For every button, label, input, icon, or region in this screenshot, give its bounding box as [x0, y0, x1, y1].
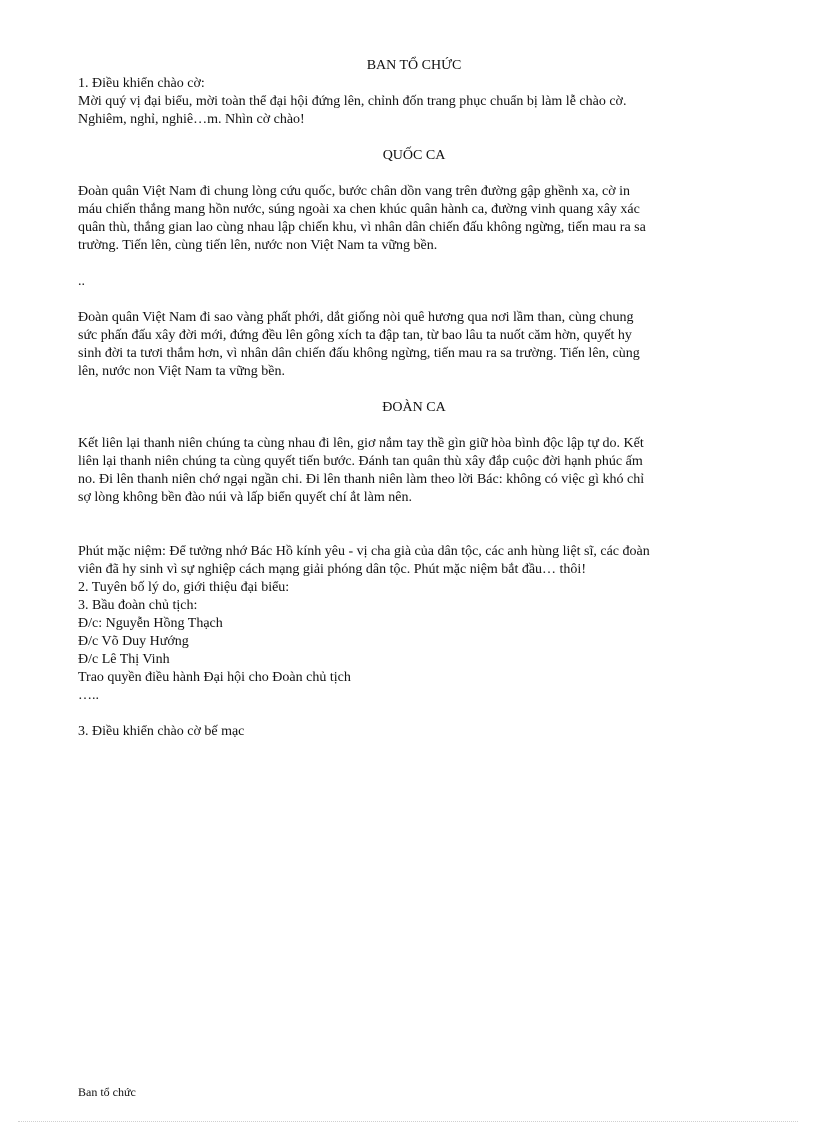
presidium-member-1: Đ/c: Nguyễn Hồng Thạch	[78, 616, 223, 631]
moment-line-2: viên đã hy sinh vì sự nghiệp cách mạng giải phóng dân tộc. Phút mặc niệm bắt đầu… thôi!	[78, 562, 586, 577]
doan-ca-heading: ĐOÀN CA	[382, 400, 446, 415]
quoc-ca-verse-2-line-4: lên, nước non Việt Nam ta vững bền.	[78, 364, 285, 379]
quoc-ca-verse-2-line-3: sinh đời ta tươi thắm hơn, vì nhân dân chiến đấu không ngừng, tiến mau ra sa trường. Tiến lên, cùng	[78, 346, 640, 361]
item-1-heading: 1. Điều khiển chào cờ:	[78, 76, 205, 91]
document-title: BAN TỔ CHỨC	[366, 58, 462, 73]
quoc-ca-verse-2	[78, 309, 750, 381]
doan-ca-verse-line-3: no. Đi lên thanh niên chớ ngại ngần chi. Đi lên thanh niên làm theo lời Bác: không có việc gì khó chỉ	[78, 472, 645, 487]
document-page	[78, 57, 750, 741]
footer-divider	[18, 1121, 798, 1122]
quoc-ca-verse-1	[78, 183, 750, 255]
intro-line-1: Mời quý vị đại biểu, mời toàn thể đại hội đứng lên, chỉnh đốn trang phục chuẩn bị làm lễ chào cờ.	[78, 94, 627, 109]
agenda-ellipsis: …..	[78, 688, 99, 703]
doan-ca-verse-line-4: sợ lòng không bền đào núi và lấp biển quyết chí ắt làm nên.	[78, 490, 412, 505]
presidium-member-3: Đ/c Lê Thị Vinh	[78, 652, 170, 667]
quoc-ca-verse-1-line-2: máu chiến thắng mang hồn nước, súng ngoài xa chen khúc quân hành ca, đường vinh quang xây xác	[78, 202, 640, 217]
closing-item: 3. Điều khiển chào cờ bế mạc	[78, 724, 245, 739]
intro-line-2: Nghiêm, nghỉ, nghiê…m. Nhìn cờ chào!	[78, 112, 305, 127]
item-3-heading: 3. Bầu đoàn chủ tịch:	[78, 598, 198, 613]
doan-ca-verse	[78, 435, 750, 507]
quoc-ca-verse-1-line-1: Đoàn quân Việt Nam đi chung lòng cứu quốc, bước chân dồn vang trên đường gập ghềnh xa, cờ in	[78, 184, 631, 199]
quoc-ca-verse-1-line-4: trường. Tiến lên, cùng tiến lên, nước non Việt Nam ta vững bền.	[78, 238, 438, 253]
quoc-ca-verse-2-line-1: Đoàn quân Việt Nam đi sao vàng phất phới, dắt giống nòi quê hương qua nơi lầm than, cùng chung	[78, 310, 634, 325]
quoc-ca-verse-1-line-3: quân thù, thắng gian lao cùng nhau lập chiến khu, vì nhân dân chiến đấu không ngừng, tiến mau ra sa	[78, 220, 646, 235]
doan-ca-verse-line-1: Kết liên lại thanh niên chúng ta cùng nhau đi lên, giơ nắm tay thề gìn giữ hòa bình độc lập tự do. Kết	[78, 436, 644, 451]
intro-paragraph	[78, 93, 750, 129]
moment-line-1: Phút mặc niệm: Để tưởng nhớ Bác Hồ kính yêu - vị cha già của dân tộc, các anh hùng liệt sĩ, các đoàn	[78, 544, 650, 559]
item-2-heading: 2. Tuyên bố lý do, giới thiệu đại biểu:	[78, 580, 290, 595]
doan-ca-verse-line-2: liên lại thanh niên chúng ta cùng quyết tiến bước. Đánh tan quân thù xây đắp cuộc đời hạnh phúc ấm	[78, 454, 643, 469]
quoc-ca-verse-2-line-2: sức phấn đấu xây đời mới, đứng đều lên gông xích ta đập tan, từ bao lâu ta nuốt căm hờn, quyết hy	[78, 328, 632, 343]
moment-of-silence	[78, 543, 750, 579]
presidium-member-2: Đ/c Võ Duy Hướng	[78, 634, 189, 649]
handover-text: Trao quyền điều hành Đại hội cho Đoàn chủ tịch	[78, 670, 351, 685]
page-footer: Ban tổ chức	[78, 1085, 136, 1099]
quoc-ca-heading: QUỐC CA	[382, 148, 446, 163]
quoc-ca-separator: ..	[78, 274, 85, 289]
